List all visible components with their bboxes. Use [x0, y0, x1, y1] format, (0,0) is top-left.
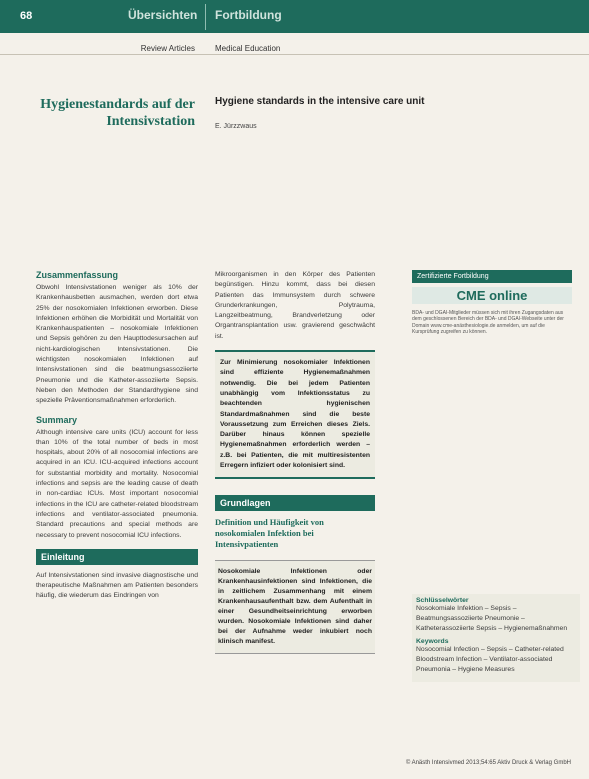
- column-right: [412, 270, 572, 336]
- keywords-text: Nosocomial Infection – Sepsis – Catheter-related Bloodstream Infection – Ventilator-associated Pneumonia – Hygiene Measures: [416, 646, 564, 673]
- header-divider: [205, 4, 206, 30]
- summary-text: Although intensive care units (ICU) account for less than 10% of the total number of beds in most hospitals, about 20% of all nosocomial infections are acquired in an ICU. ICU-acquired infections account for substantial morbidity and mortality. Nosocomial infections and sepsis are the leading cause of death in non-cardiac ICUs. Most important nosocomial infections in the ICU are catheter-related bloodstream infections and ventilator-associated pneumonia. Standard precautions and special methods are necessary to prevent nosocomial ICU infections.: [36, 428, 198, 539]
- keywords-box: [412, 594, 580, 682]
- subheader-left: Review Articles: [140, 44, 195, 53]
- key-message-box: [215, 350, 375, 479]
- author: E. Jürzzwaus: [215, 123, 257, 130]
- schluesselwoerter-text: Nosokomiale Infektion – Sepsis – Beatmungsassoziierte Pneumonie – Katheterassoziierte Sepsis – Hygienemaßnahmen: [416, 605, 568, 632]
- cme-tag: Zertifizierte Fortbildung: [412, 270, 572, 283]
- intro-continued-text: Mikroorganismen in den Körper des Patienten begünstigen. Hinzu kommt, dass bei diesen Patienten das Immunsystem durch schwere Grunderkrankungen, Polytrauma, Langzeitbeatmung, Brandverletzung oder Organtransplantation usw. gravierend geschwächt ist.: [215, 271, 375, 340]
- column-left: [36, 270, 198, 610]
- key-message-text: Zur Minimierung nosokomialer Infektionen sind effiziente Hygienemaßnahmen notwendig. Die bei jedem Patienten unabhängig vom Infektionsstatus zu beachtenden hygienischen Standardmaßnahmen sind die beste Voraussetzung zum Erreichen dieses Ziels. Darüber hinaus können spezielle Hygienemaßnahmen erforderlich werden – z.B. bei Patienten, die mit multiresistenten Erregern infiziert oder kolonisiert sind.: [220, 359, 370, 470]
- definition-text: Nosokomiale Infektionen oder Krankenhausinfektionen sind Infektionen, die in zeitlichem Zusammenhang mit einem Krankenhausaufenthalt bzw. dem Aufenthalt in einer Gesundheitseinrichtung erworben wurden. Nosokomiale Infektionen sind daher bei der Aufnahme weder inkubiert noch klinisch manifest.: [218, 568, 372, 646]
- cme-note: BDA- und DGAI-Mitglieder müssen sich mit ihren Zugangsdaten aus dem geschlossenen Bereich der BDA- und DGAI-Webseite unter der Domain www.cme-anästhesiologie.de anmelden, um auf die Kursprüfung zugreifen zu können.: [412, 310, 564, 336]
- zusammenfassung-heading: Zusammenfassung: [36, 270, 119, 280]
- definition-subheading: Definition und Häufigkeit von nosokomialen Infektion bei Intensivpatienten: [215, 517, 324, 550]
- schluesselwoerter-heading: Schlüsselwörter: [416, 597, 469, 604]
- footer-copyright: © Anästh Intensivmed 2013;54:65 Aktiv Druck & Verlag GmbH: [405, 760, 571, 766]
- einleitung-heading: Einleitung: [36, 549, 198, 565]
- zusammenfassung-text: Obwohl Intensivstationen weniger als 10% der Krankenhausbetten ausmachen, werden dort etwa 25% der nosokomialen Infektionen erworben. Diese Infektionen erhöhen die Morbidität und Mortalität von Krankenhauspatienten – nosokomiale Infektionen und Sepsis gehören zu den Haupttodesursachen auf nicht-kardiologischen Intensivstationen. Die wichtigsten nosokomialen Infektionen auf Intensivstationen sind die beatmungsassoziierte Pneumonie und die Katheter-assoziierte Sepsis. Neben den Methoden der Standardhygiene sind spezielle Präventionsmaßnahmen erforderlich.: [36, 284, 198, 405]
- subheader-rule: [0, 54, 589, 55]
- column-middle: [215, 270, 375, 654]
- definition-box: [215, 560, 375, 654]
- einleitung-text: Auf Intensivstationen sind invasive diagnostische und therapeutische Maßnahmen am Patienten besonders häufig, die wiederum das Eindringen von: [36, 571, 198, 600]
- summary-heading: Summary: [36, 414, 78, 425]
- article-title-en: Hygiene standards in the intensive care unit: [215, 96, 425, 107]
- page-number: 68: [20, 10, 33, 22]
- article-title-de: Hygienestandards auf der Intensivstation: [40, 97, 195, 129]
- keywords-heading: Keywords: [416, 638, 449, 645]
- grundlagen-heading: Grundlagen: [215, 495, 375, 511]
- page-header: [0, 0, 589, 33]
- cme-online-badge: CME online: [412, 287, 572, 304]
- section-label-en: Fortbildung: [215, 8, 282, 22]
- section-label-de: Übersichten: [128, 8, 198, 22]
- subheader-right: Medical Education: [215, 44, 281, 53]
